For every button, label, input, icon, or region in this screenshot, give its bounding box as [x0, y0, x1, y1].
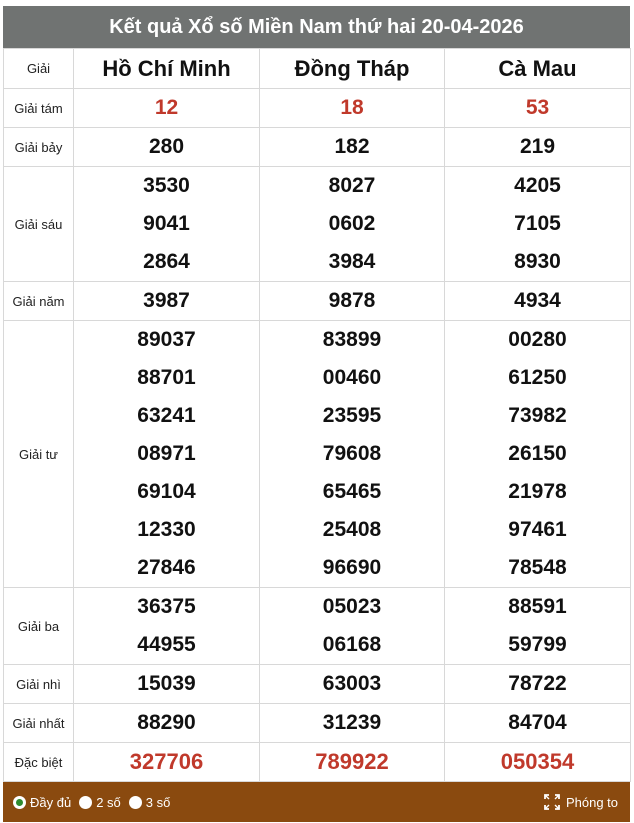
prize-number: 9878 — [328, 289, 376, 312]
prize-number: 7105 — [514, 212, 561, 235]
prize-cell-hcm — [74, 665, 260, 704]
prize-number: 12 — [154, 96, 179, 119]
province-dong-thap: Đồng Tháp — [260, 49, 445, 89]
prize-cell-ca-mau — [445, 704, 631, 743]
prize-cell-dong-thap — [260, 167, 445, 282]
zoom-label: Phóng to — [565, 794, 618, 810]
prize-label: Giải tám — [4, 89, 74, 128]
prize-row — [4, 321, 631, 588]
prize-row — [4, 282, 631, 321]
prize-number: 31239 — [322, 711, 382, 734]
prize-cell-dong-thap — [260, 282, 445, 321]
prize-number: 88701 — [137, 366, 196, 389]
prize-column-header: Giải — [4, 49, 74, 89]
prize-number: 00460 — [322, 366, 382, 389]
footer-bar — [3, 782, 630, 822]
prize-number: 18 — [340, 96, 364, 119]
prize-cell-ca-mau — [445, 321, 631, 588]
prize-number: 2864 — [143, 250, 190, 273]
prize-label: Giải tư — [4, 321, 74, 588]
prize-number: 15039 — [137, 672, 196, 695]
prize-number: 12330 — [137, 518, 196, 541]
prize-number: 83899 — [322, 328, 382, 351]
prize-number: 89037 — [137, 328, 196, 351]
prize-label: Giải năm — [4, 282, 74, 321]
prize-number: 88290 — [137, 711, 196, 734]
prize-number: 27846 — [137, 556, 196, 579]
result-table — [3, 48, 631, 782]
digit-mode-options — [13, 795, 170, 810]
prize-row — [4, 704, 631, 743]
province-hcm: Hồ Chí Minh — [74, 49, 260, 89]
prize-row — [4, 167, 631, 282]
prize-number: 65465 — [322, 480, 382, 503]
prize-row — [4, 588, 631, 665]
prize-number: 84704 — [508, 711, 567, 734]
prize-cell-hcm — [74, 704, 260, 743]
prize-number: 280 — [148, 135, 185, 158]
prize-number: 4205 — [514, 174, 561, 197]
prize-number: 78722 — [508, 672, 567, 695]
option-full-label: Đầy đủ — [30, 794, 72, 810]
prize-number: 25408 — [322, 518, 382, 541]
prize-cell-hcm — [74, 89, 260, 128]
prize-cell-hcm — [74, 743, 260, 782]
prize-number: 26150 — [508, 442, 567, 465]
province-ca-mau: Cà Mau — [445, 49, 631, 89]
prize-label: Đặc biệt — [4, 743, 74, 782]
prize-number: 8027 — [328, 174, 376, 197]
prize-cell-dong-thap — [260, 743, 445, 782]
radio-icon[interactable] — [13, 796, 26, 809]
prize-number: 88591 — [508, 595, 567, 618]
prize-number: 96690 — [322, 556, 382, 579]
option-2-digits-label: 2 số — [96, 794, 121, 810]
prize-number: 3984 — [328, 250, 376, 273]
prize-number: 21978 — [508, 480, 567, 503]
prize-number: 05023 — [322, 595, 382, 618]
prize-row — [4, 128, 631, 167]
prize-cell-hcm — [74, 588, 260, 665]
prize-number: 69104 — [137, 480, 196, 503]
prize-label: Giải sáu — [4, 167, 74, 282]
prize-cell-hcm — [74, 282, 260, 321]
lottery-result-widget — [3, 6, 630, 822]
prize-number: 53 — [525, 96, 550, 119]
option-2-digits[interactable] — [79, 795, 121, 810]
prize-row — [4, 665, 631, 704]
prize-row — [4, 743, 631, 782]
prize-number: 36375 — [137, 595, 196, 618]
option-full[interactable] — [13, 795, 71, 810]
prize-number: 63003 — [322, 672, 382, 695]
prize-cell-dong-thap — [260, 89, 445, 128]
prize-number: 78548 — [508, 556, 567, 579]
prize-number: 0602 — [328, 212, 376, 235]
prize-cell-ca-mau — [445, 665, 631, 704]
header-row — [4, 49, 631, 89]
prize-row — [4, 89, 631, 128]
prize-number: 4934 — [514, 289, 561, 312]
prize-number: 8930 — [514, 250, 561, 273]
prize-number: 3530 — [143, 174, 190, 197]
prize-label: Giải ba — [4, 588, 74, 665]
prize-number: 59799 — [508, 633, 567, 656]
prize-number: 182 — [334, 135, 370, 158]
prize-cell-ca-mau — [445, 588, 631, 665]
prize-number: 23595 — [322, 404, 382, 427]
prize-number: 61250 — [508, 366, 567, 389]
prize-cell-dong-thap — [260, 321, 445, 588]
prize-label: Giải nhì — [4, 665, 74, 704]
prize-number: 789922 — [315, 749, 389, 774]
prize-cell-ca-mau — [445, 167, 631, 282]
prize-cell-dong-thap — [260, 588, 445, 665]
prize-label: Giải bảy — [4, 128, 74, 167]
prize-cell-hcm — [74, 321, 260, 588]
prize-cell-ca-mau — [445, 743, 631, 782]
prize-cell-hcm — [74, 167, 260, 282]
prize-number: 44955 — [137, 633, 196, 656]
expand-icon — [544, 794, 560, 810]
option-3-digits-label: 3 số — [145, 794, 171, 810]
prize-cell-ca-mau — [445, 89, 631, 128]
prize-cell-ca-mau — [445, 128, 631, 167]
prize-number: 00280 — [508, 328, 567, 351]
radio-icon[interactable] — [129, 796, 142, 809]
prize-number: 73982 — [508, 404, 567, 427]
prize-number: 050354 — [500, 749, 575, 774]
prize-number: 79608 — [322, 442, 382, 465]
prize-number: 63241 — [137, 404, 196, 427]
prize-cell-dong-thap — [260, 665, 445, 704]
prize-label: Giải nhất — [4, 704, 74, 743]
prize-number: 08971 — [137, 442, 196, 465]
prize-number: 06168 — [322, 633, 382, 656]
option-3-digits[interactable] — [129, 795, 171, 810]
prize-cell-hcm — [74, 128, 260, 167]
result-title: Kết quả Xổ số Miền Nam thứ hai 20-04-2026 — [3, 6, 630, 48]
prize-number: 3987 — [143, 289, 190, 312]
zoom-button[interactable] — [544, 794, 618, 810]
prize-number: 219 — [519, 135, 556, 158]
prize-cell-dong-thap — [260, 128, 445, 167]
radio-icon[interactable] — [79, 796, 92, 809]
prize-cell-ca-mau — [445, 282, 631, 321]
prize-number: 327706 — [129, 749, 204, 774]
prize-number: 97461 — [508, 518, 567, 541]
prize-cell-dong-thap — [260, 704, 445, 743]
prize-number: 9041 — [143, 212, 190, 235]
